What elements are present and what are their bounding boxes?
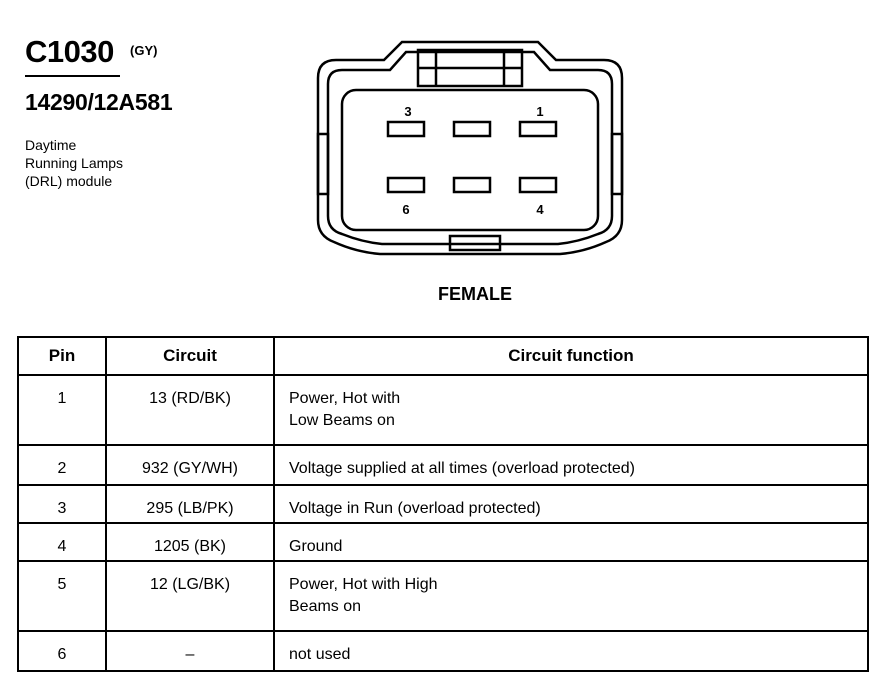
cell-circuit: 1205 (BK)	[106, 523, 274, 561]
table-row	[18, 523, 868, 561]
table-row	[18, 561, 868, 631]
header-function: Circuit function	[274, 337, 868, 375]
function-line: Voltage in Run (overload protected)	[289, 500, 541, 517]
cell-pin: 3	[18, 485, 106, 523]
terminal-slot	[388, 178, 424, 192]
cell-function	[274, 445, 868, 485]
function-line: Low Beams on	[289, 412, 395, 429]
cell-pin: 6	[18, 631, 106, 671]
description-line: (DRL) module	[25, 173, 113, 189]
function-line: Beams on	[289, 598, 362, 615]
cell-circuit: 295 (LB/PK)	[106, 485, 274, 523]
part-number: 14290/12A581	[25, 89, 173, 115]
cell-pin: 5	[18, 561, 106, 631]
table-row	[18, 631, 868, 671]
description-line: Daytime	[25, 137, 77, 153]
title-underline	[25, 75, 120, 77]
connector-outer-housing	[318, 42, 622, 254]
terminal-slot	[520, 178, 556, 192]
cell-function	[274, 523, 868, 561]
cell-function	[274, 375, 868, 445]
pin-label-4: 4	[536, 202, 544, 217]
function-line: Voltage supplied at all times (overload protected)	[289, 460, 635, 477]
terminal-slot	[454, 178, 490, 192]
cell-circuit: 13 (RD/BK)	[106, 375, 274, 445]
terminal-slot	[454, 122, 490, 136]
connector-description	[25, 136, 123, 190]
connector-face-diagram	[310, 38, 640, 263]
cell-pin: 2	[18, 445, 106, 485]
description-line: Running Lamps	[25, 155, 124, 171]
function-line: Power, Hot with	[289, 390, 401, 407]
table-row	[18, 375, 868, 445]
pin-cavity	[342, 90, 598, 230]
cell-function	[274, 561, 868, 631]
cell-circuit: 12 (LG/BK)	[106, 561, 274, 631]
pinout-table	[17, 336, 869, 672]
pin-label-6: 6	[402, 202, 410, 217]
terminal-slot	[520, 122, 556, 136]
function-line: Power, Hot with High	[289, 576, 438, 593]
connector-color-code: (GY)	[130, 43, 158, 58]
function-line: not used	[289, 646, 351, 663]
table-row	[18, 445, 868, 485]
table-row	[18, 485, 868, 523]
cell-pin: 1	[18, 375, 106, 445]
side-key-right	[612, 134, 622, 194]
header-pin: Pin	[18, 337, 106, 375]
cell-function	[274, 631, 868, 671]
cell-circuit: 932 (GY/WH)	[106, 445, 274, 485]
pin-label-1: 1	[536, 104, 544, 119]
connector-inner-housing	[328, 52, 612, 244]
connector-gender-label: FEMALE	[438, 284, 512, 304]
side-key-left	[318, 134, 328, 194]
cell-function	[274, 485, 868, 523]
pin-label-3: 3	[404, 104, 412, 119]
function-line: Ground	[289, 538, 343, 555]
cell-circuit: –	[106, 631, 274, 671]
terminal-slot	[388, 122, 424, 136]
connector-id: C1030	[25, 34, 114, 69]
table-header-row	[18, 337, 868, 375]
header-circuit: Circuit	[106, 337, 274, 375]
cell-pin: 4	[18, 523, 106, 561]
